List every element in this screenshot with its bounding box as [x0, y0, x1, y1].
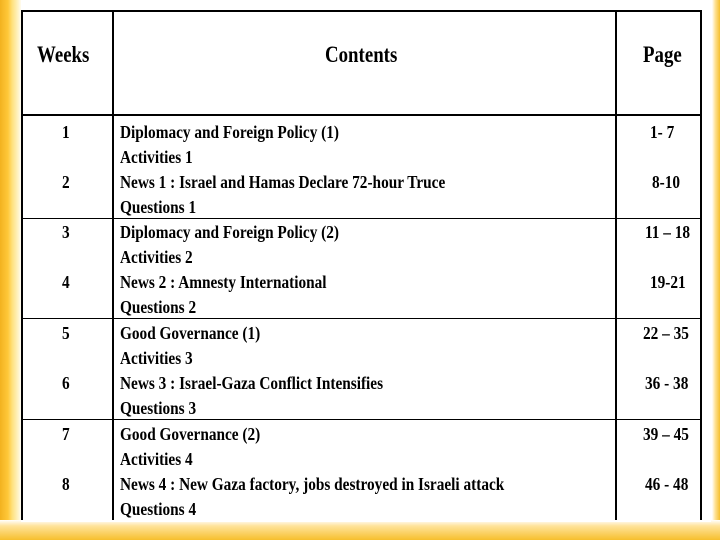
- table-row: [23, 419, 700, 519]
- header-divider: [23, 114, 700, 116]
- page-range: 22 – 35: [643, 323, 689, 343]
- content-line: Questions 1: [120, 197, 197, 217]
- table-of-contents: [21, 10, 702, 520]
- content-line: Activities 3: [120, 348, 193, 368]
- table-row: [23, 218, 700, 318]
- content-line: News 1 : Israel and Hamas Declare 72-hour Truce: [120, 172, 446, 192]
- header-contents: Contents: [325, 42, 398, 67]
- content-line: Diplomacy and Foreign Policy (2): [120, 222, 340, 242]
- header-weeks: Weeks: [37, 42, 90, 67]
- content-line: Questions 2: [120, 297, 197, 317]
- page-range: 8-10: [652, 172, 681, 192]
- content-line: News 2 : Amnesty International: [120, 272, 327, 292]
- page-range: 46 - 48: [645, 474, 689, 494]
- table-row: [23, 318, 700, 418]
- week-number: 4: [62, 272, 70, 292]
- content-line: News 4 : New Gaza factory, jobs destroyed in Israeli attack: [120, 474, 505, 494]
- page-range: 19-21: [650, 272, 686, 292]
- table-row: [23, 118, 700, 218]
- right-border-decoration: [712, 0, 720, 540]
- content-line: Questions 4: [120, 499, 197, 519]
- content-line: Activities 1: [120, 147, 193, 167]
- content-line: Good Governance (2): [120, 424, 261, 444]
- content-line: News 3 : Israel-Gaza Conflict Intensifies: [120, 373, 384, 393]
- bottom-border-decoration: [0, 520, 720, 540]
- week-number: 7: [62, 424, 70, 444]
- week-number: 6: [62, 373, 70, 393]
- week-number: 2: [62, 172, 70, 192]
- page-range: 11 – 18: [645, 222, 691, 242]
- content-line: Diplomacy and Foreign Policy (1): [120, 122, 340, 142]
- week-number: 8: [62, 474, 70, 494]
- content-line: Good Governance (1): [120, 323, 261, 343]
- page-range: 36 - 38: [645, 373, 689, 393]
- content-line: Activities 4: [120, 449, 193, 469]
- week-number: 5: [62, 323, 70, 343]
- header-page: Page: [643, 42, 682, 67]
- slide-content: [21, 0, 711, 522]
- week-number: 1: [62, 122, 70, 142]
- page-range: 1- 7: [650, 122, 675, 142]
- week-number: 3: [62, 222, 70, 242]
- page-range: 39 – 45: [643, 424, 689, 444]
- content-line: Questions 3: [120, 398, 197, 418]
- content-line: Activities 2: [120, 247, 193, 267]
